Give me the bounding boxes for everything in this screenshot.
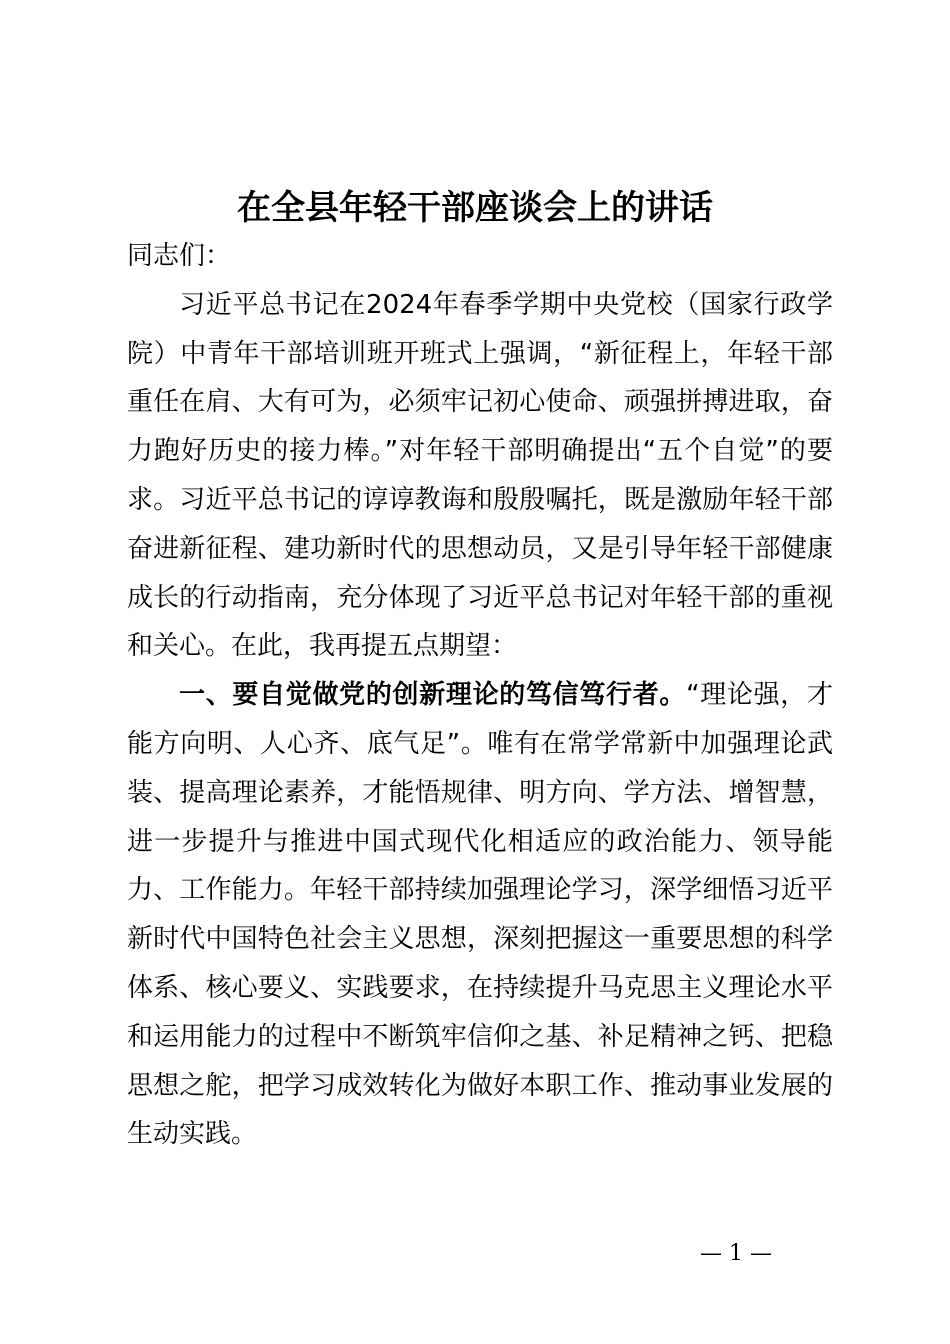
paragraph-intro: 习近平总书记在2024年春季学期中央党校（国家行政学院）中青年干部培训班开班式上强调，“新征程上，年轻干部重任在肩、大有可为，必须牢记初心使命、顽强拼搏进取，奋力跑好历史的接力棒。”对年轻干部明确提出“五个自觉”的要求。习近平总书记的谆谆教诲和殷殷嘱托，既是激励年轻干部奋进新征程、建功新时代的思想动员，又是引导年轻干部健康成长的行动指南，充分体现了习近平总书记对年轻干部的重视和关心。在此，我再提五点期望： xyxy=(127,289,833,662)
section-1-body: “理论强，才能方向明、人心齐、底气足”。唯有在常学常新中加强理论武装、提高理论素养，才能悟规律、明方向、学方法、增智慧，进一步提升与推进中国式现代化相适应的政治能力、领导能力、工作能力。年轻干部持续加强理论学习，深学细悟习近平新时代中国特色社会主义思想，深刻把握这一重要思想的科学体系、核心要义、实践要求，在持续提升马克思主义理论水平和运用能力的过程中不断筑牢信仰之基、补足精神之钙、把稳思想之舵，把学习成效转化为做好本职工作、推动事业发展的生动实践。 xyxy=(127,680,833,1150)
page-number: — 1 — xyxy=(700,1241,772,1266)
salutation: 同志们： xyxy=(127,241,232,271)
paragraph-section-1 xyxy=(127,671,833,1159)
document-body xyxy=(127,232,833,1159)
section-1-heading: 一、要自觉做党的创新理论的笃信笃行者。 xyxy=(179,680,687,711)
document-title: 在全县年轻干部座谈会上的讲话 xyxy=(237,188,713,228)
